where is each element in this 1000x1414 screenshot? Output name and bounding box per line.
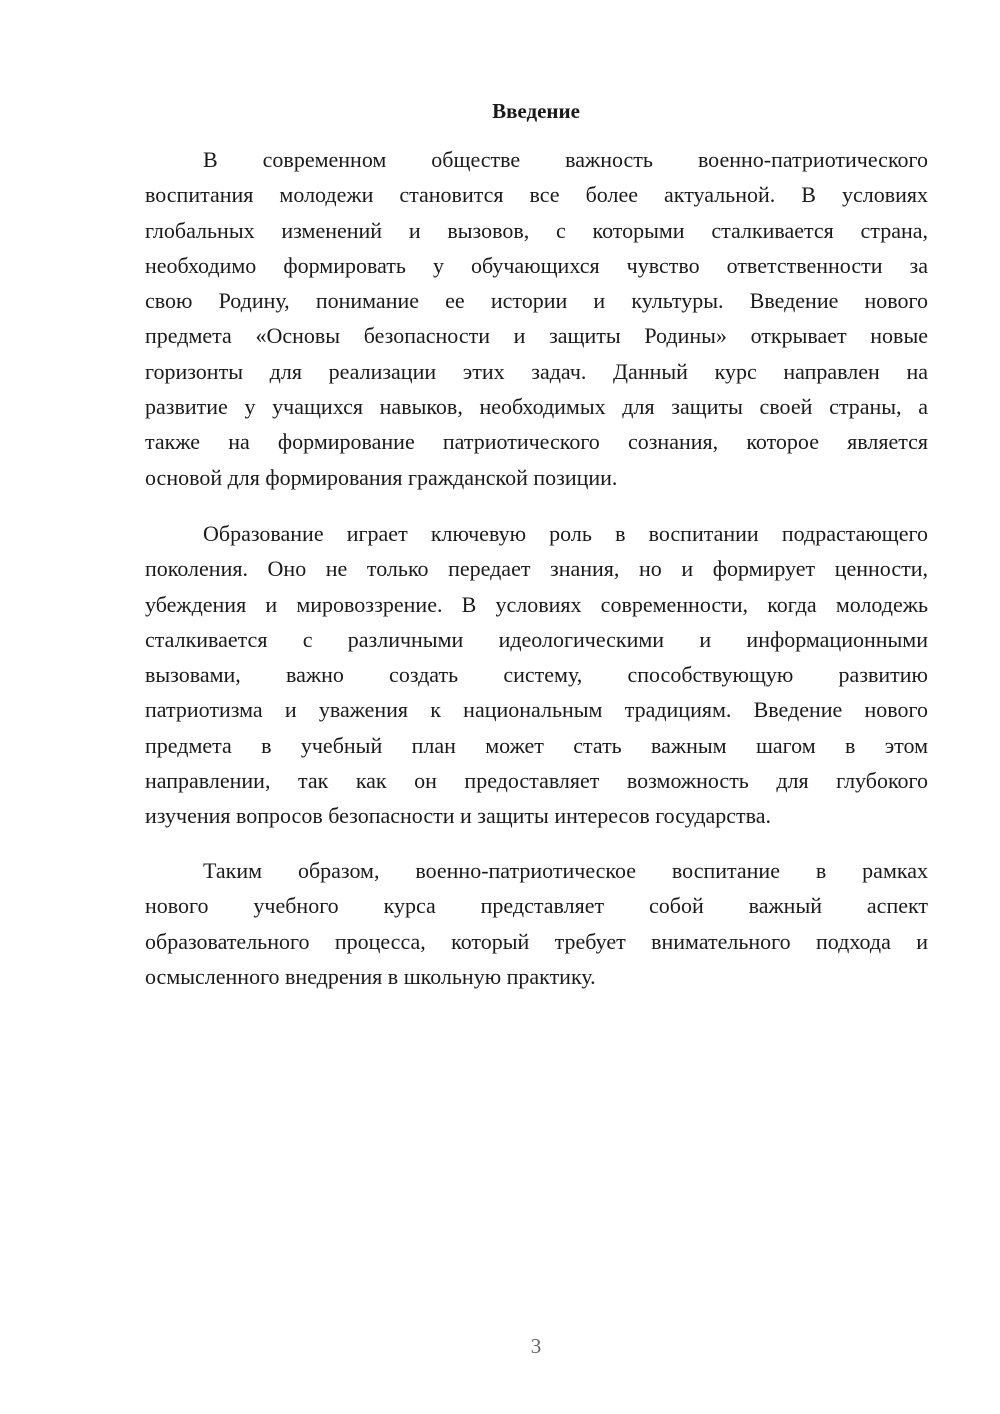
- paragraph-line: свою Родину, понимание ее истории и культуры. Введение нового: [145, 288, 928, 314]
- paragraph-line: изучения вопросов безопасности и защиты интересов государства.: [145, 803, 772, 829]
- paragraph-line: необходимо формировать у обучающихся чувство ответственности за: [145, 252, 928, 278]
- page-number: 3: [530, 1334, 542, 1358]
- paragraph-line: патриотизма и уважения к национальным традициям. Введение нового: [145, 697, 928, 723]
- paragraph-line: нового учебного курса представляет собой важный аспект: [145, 893, 928, 919]
- paragraph-line: В современном обществе важность военно-патриотического: [203, 147, 928, 172]
- paragraph-line: также на формирование патриотического сознания, которое является: [145, 429, 928, 455]
- paragraph-line: осмысленного внедрения в школьную практику.: [145, 963, 596, 989]
- paragraph-line: направлении, так как он предоставляет возможность для глубокого: [145, 768, 928, 794]
- section-heading: Введение: [492, 99, 580, 123]
- paragraph-line: сталкивается с различными идеологическими и информационными: [145, 626, 928, 652]
- paragraph-line: основой для формирования гражданской позиции.: [145, 464, 618, 490]
- paragraph-line: воспитания молодежи становится все более актуальной. В условиях: [145, 182, 928, 208]
- paragraph-line: убеждения и мировоззрение. В условиях современности, когда молодежь: [145, 591, 928, 617]
- paragraph-line: предмета в учебный план может стать важным шагом в этом: [145, 732, 928, 758]
- paragraph-line: предмета «Основы безопасности и защиты Родины» открывает новые: [145, 323, 928, 349]
- paragraph-line: горизонты для реализации этих задач. Данный курс направлен на: [145, 358, 928, 384]
- paragraph-1: [145, 142, 928, 495]
- paragraph-line: Таким образом, военно-патриотическое воспитание в рамках: [203, 858, 928, 883]
- paragraph-3: [145, 853, 928, 994]
- paragraph-line: развитие у учащихся навыков, необходимых для защиты своей страны, а: [145, 394, 928, 420]
- paragraph-2: [145, 516, 928, 834]
- paragraph-line: поколения. Оно не только передает знания, но и формирует ценности,: [145, 556, 928, 582]
- paragraph-line: вызовами, важно создать систему, способствующую развитию: [145, 662, 928, 688]
- paragraph-line: глобальных изменений и вызовов, с которыми сталкивается страна,: [145, 217, 928, 243]
- paragraph-line: образовательного процесса, который требует внимательного подхода и: [145, 928, 928, 954]
- paragraph-line: Образование играет ключевую роль в воспитании подрастающего: [203, 521, 928, 546]
